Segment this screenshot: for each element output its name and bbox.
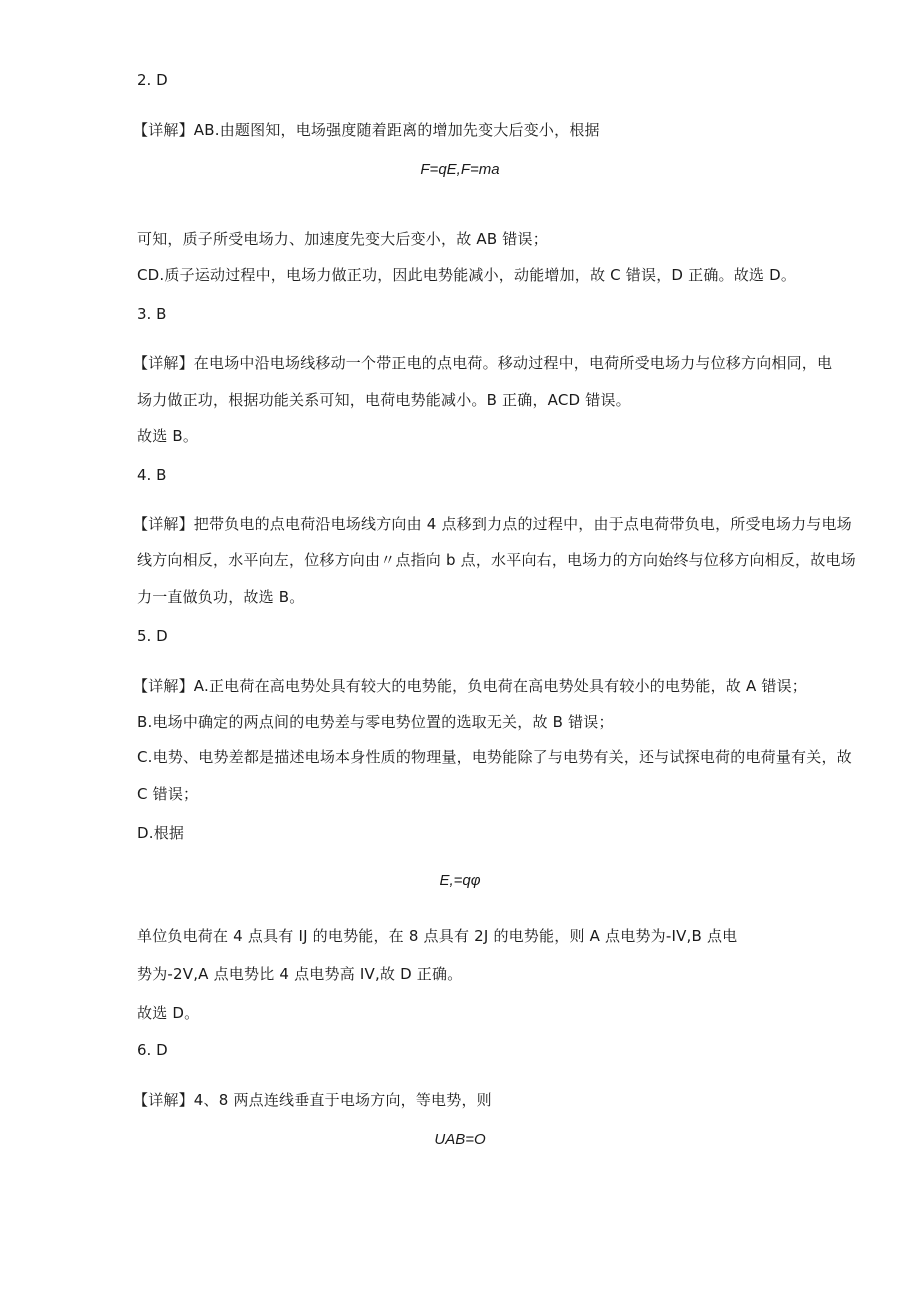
- q2-paragraph: 可知，质子所受电场力、加速度先变大后变小，故 AB 错误；: [137, 230, 548, 248]
- q5-paragraph: 势为-2V,A 点电势比 4 点电势高 IV,故 D 正确。: [137, 965, 463, 983]
- q5-paragraph: 单位负电荷在 4 点具有 IJ 的电势能，在 8 点具有 2J 的电势能，则 A 点电势为-IV,B 点电: [137, 927, 738, 945]
- q3-explanation-line: 场力做正功，根据功能关系可知，电荷电势能减小。B 正确，ACD 错误。: [137, 391, 631, 409]
- q2-paragraph: CD.质子运动过程中，电场力做正功，因此电势能减小，动能增加，故 C 错误，D 正确。故选 D。: [137, 266, 797, 284]
- question-2-heading: 2. D: [137, 71, 168, 89]
- q6-formula: UAB=O: [434, 1131, 486, 1148]
- q2-formula: F=qE,F=ma: [420, 161, 500, 178]
- q5-paragraph: B.电场中确定的两点间的电势差与零电势位置的选取无关，故 B 错误；: [137, 713, 614, 731]
- q3-conclusion: 故选 B。: [137, 427, 199, 445]
- question-3-heading: 3. B: [137, 305, 167, 323]
- q6-explanation-line: 【详解】4、8 两点连线垂直于电场方向，等电势，则: [133, 1091, 492, 1109]
- q4-explanation-line: 力一直做负功，故选 B。: [137, 588, 305, 606]
- question-6-heading: 6. D: [137, 1041, 168, 1059]
- q2-explanation-line: 【详解】AB.由题图知，电场强度随着距离的增加先变大后变小，根据: [133, 121, 600, 139]
- q5-paragraph: C.电势、电势差都是描述电场本身性质的物理量，电势能除了与电势有关，还与试探电荷的电荷量有关，故: [137, 748, 852, 766]
- question-5-heading: 5. D: [137, 627, 168, 645]
- q4-explanation-line: 线方向相反，水平向左，位移方向由〃点指向 b 点，水平向右，电场力的方向始终与位移方向相反，故电场: [137, 551, 856, 569]
- q4-explanation-line: 【详解】把带负电的点电荷沿电场线方向由 4 点移到力点的过程中，由于点电荷带负电，所受电场力与电场: [133, 515, 852, 533]
- q5-paragraph: C 错误；: [137, 785, 199, 803]
- q5-paragraph: D.根据: [137, 824, 185, 842]
- q5-formula: E,=qφ: [439, 872, 481, 889]
- q5-conclusion: 故选 D。: [137, 1004, 200, 1022]
- q3-explanation-line: 【详解】在电场中沿电场线移动一个带正电的点电荷。移动过程中，电荷所受电场力与位移方向相同，电: [133, 354, 833, 372]
- question-4-heading: 4. B: [137, 466, 167, 484]
- q5-explanation-line: 【详解】A.正电荷在高电势处具有较大的电势能，负电荷在高电势处具有较小的电势能，故 A 错误；: [133, 677, 807, 695]
